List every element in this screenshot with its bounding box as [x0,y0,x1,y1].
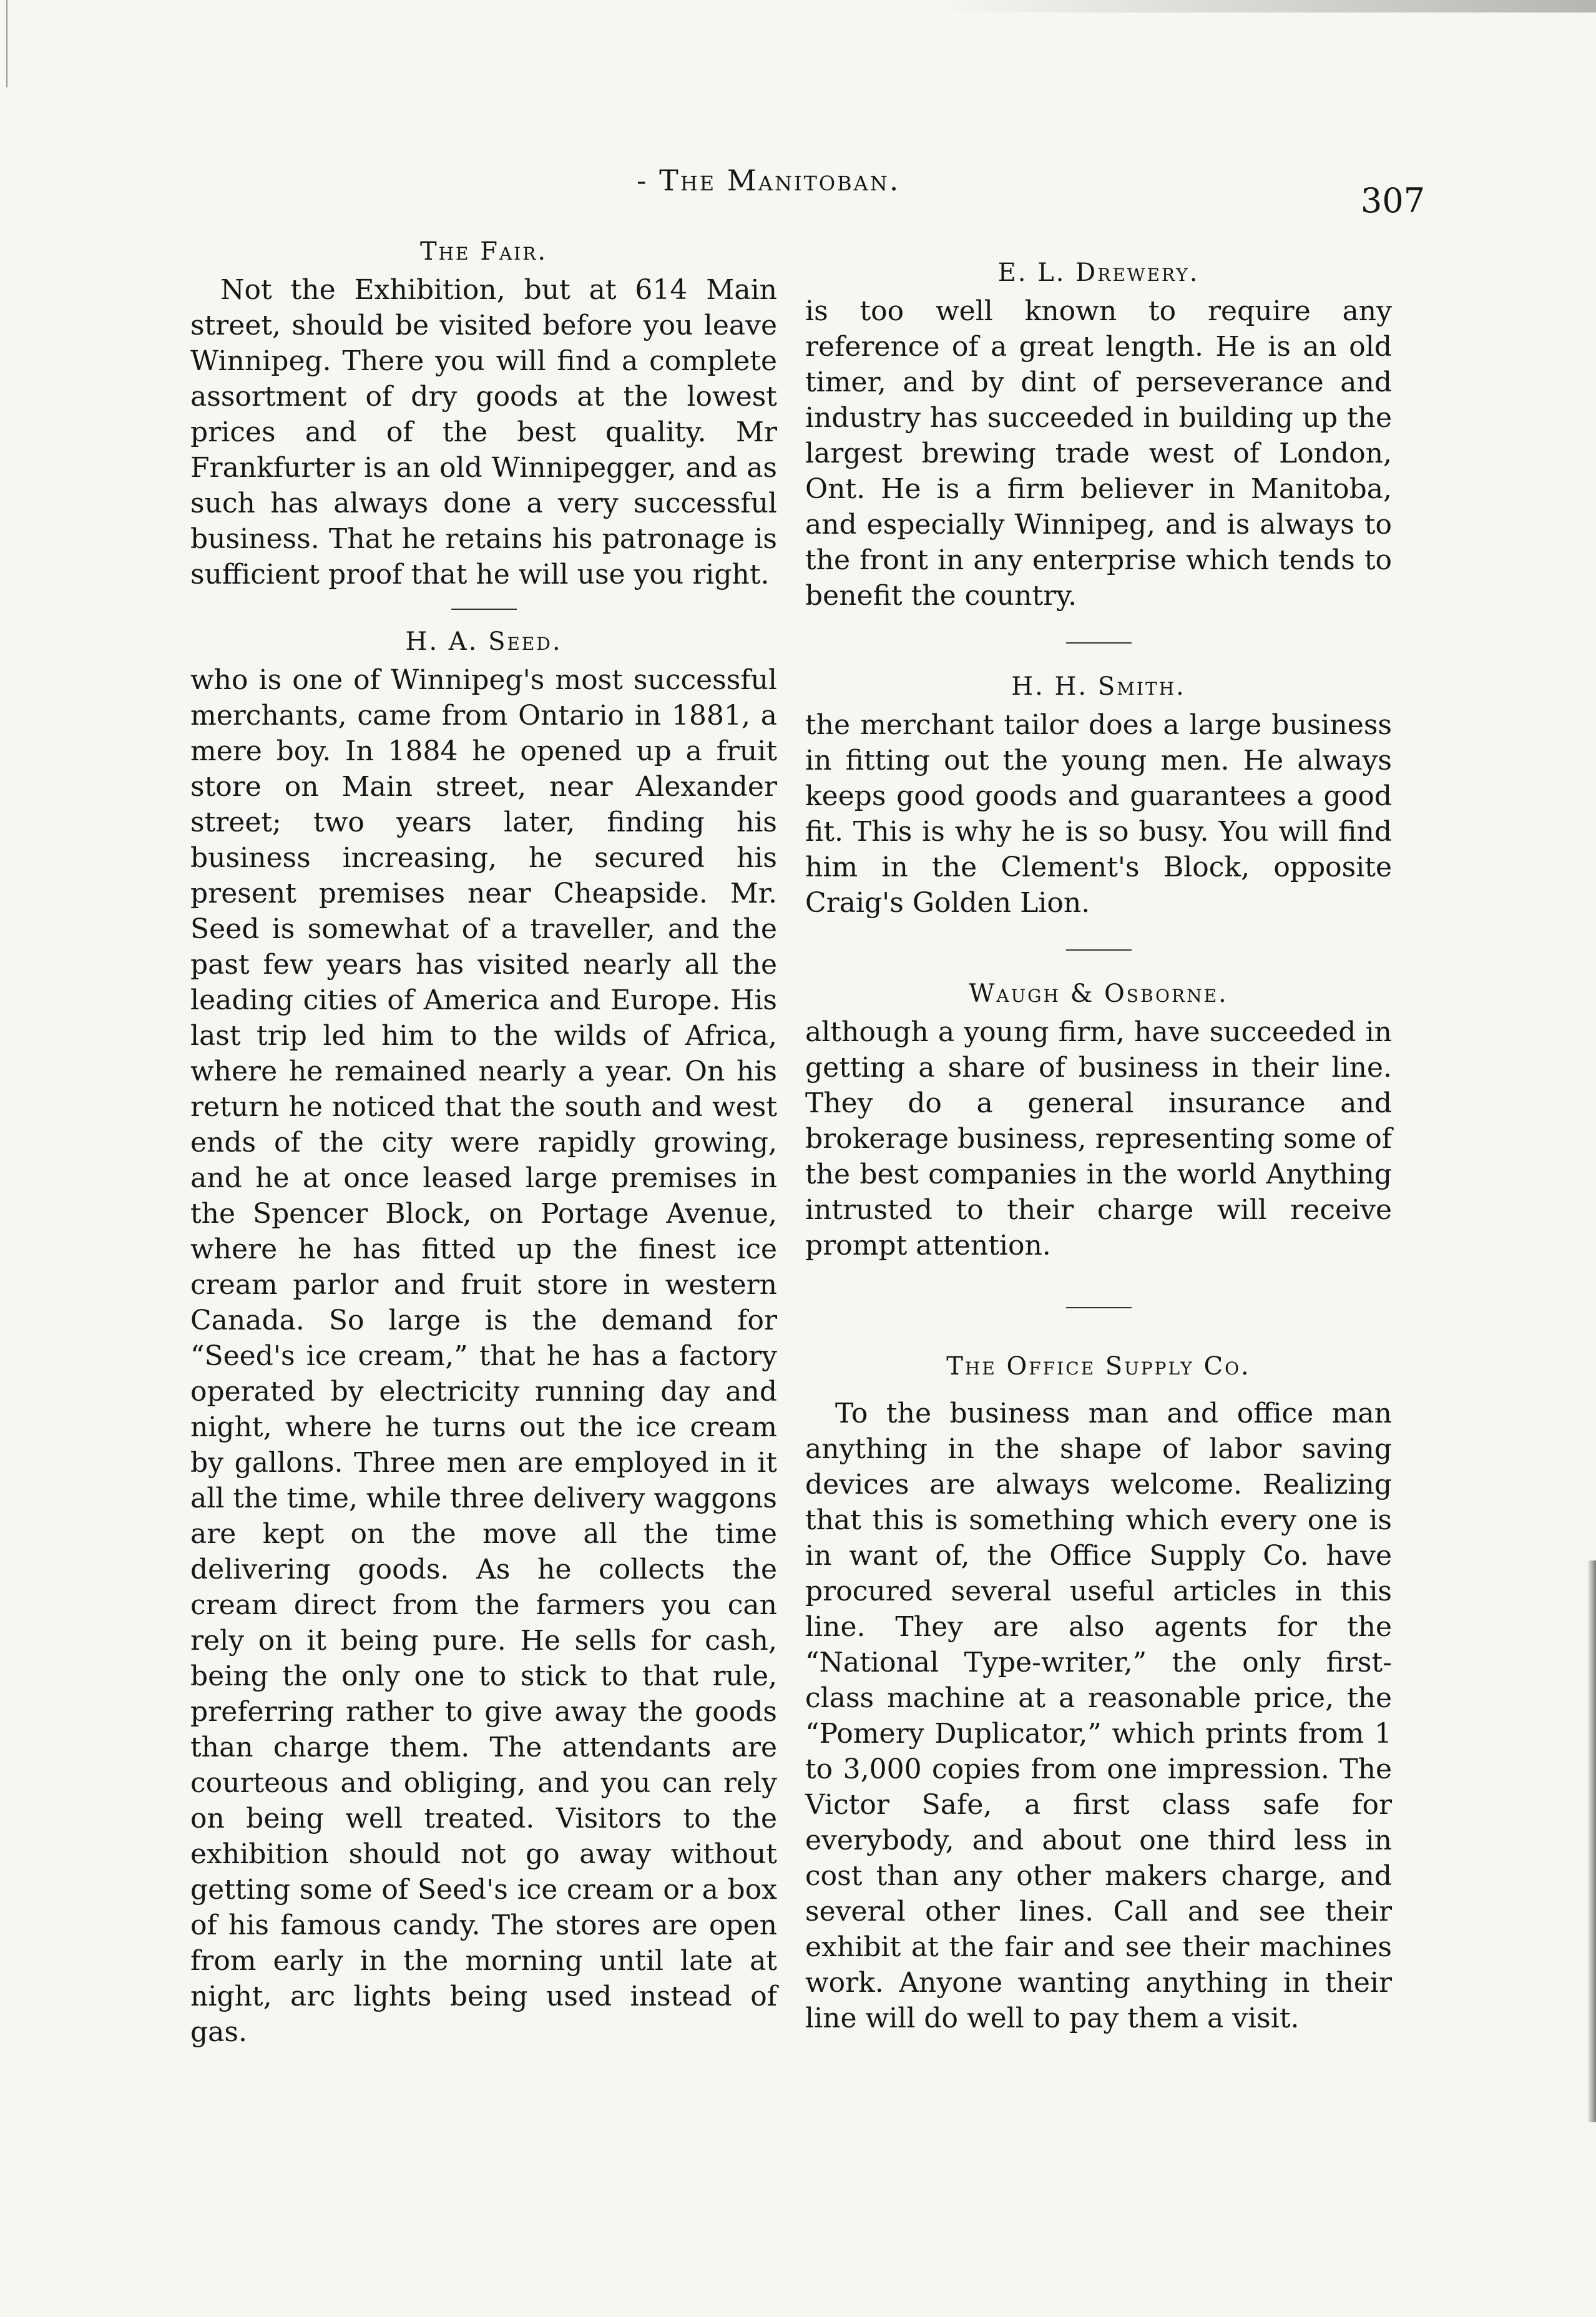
article-the-fair [190,237,777,592]
article-body: Not the Exhibition, but at 614 Main street, should be visited before you leave Winnipeg. There you will find a complete assortment of dry goods at the lowest prices and of the best quality. Mr Frankfurter is an old Winnipegger, and as such has always done a very successful business. That he retains his patronage is sufficient proof that he will use you right. [190,274,777,590]
section-divider [1066,642,1132,644]
scan-shadow-top [936,0,1596,12]
article-title: The Fair. [419,237,548,266]
right-column [805,237,1392,2036]
article-title: E. L. Drewery. [997,258,1200,287]
left-column [190,237,777,2050]
scan-shadow-right [1587,1560,1596,2122]
article-office-supply-co [805,1352,1392,2036]
article-body: who is one of Winnipeg's most successful merchants, came from Ontario in 1881, a mere boy. In 1884 he opened up a fruit store on Main street, near Alexander street; two years later, finding his business increasing, he secured his present premises near Cheapside. Mr. Seed is somewhat of a traveller, and the past few years has visited nearly all the leading cities of America and Europe. His last trip led him to the wilds of Africa, where he remained nearly a year. On his return he noticed that the south and west ends of the city were rapidly growing, and he at once leased large premises in the Spencer Block, on Portage Avenue, where he has fitted up the finest ice cream parlor and fruit store in western Canada. So large is the demand for “Seed's ice cream,” that he has a factory operated by electricity running day and night, where he turns out the ice cream by gallons. Three men are employed in it all the time, while three delivery waggons are kept on the move all the time delivering goods. As he collects the cream direct from the farmers you can rely on it being pure. He sells for cash, being the only one to stick to that rule, preferring rather to give away the goods than charge them. The attendants are courteous and obliging, and you can rely on being well treated. Visitors to the exhibition should not go away without getting some of Seed's ice cream or a box of his famous candy. The stores are open from early in the morning until late at night, arc lights being used instead of gas. [190,664,777,2048]
article-body: is too well known to require any reference of a great length. He is an old timer, and by dint of perseverance and industry has succeeded in building up the largest brewing trade west of London, Ont. He is a firm believer in Manitoba, and especially Winnipeg, and is always to the front in any enterprise which tends to benefit the country. [805,295,1392,612]
scan-edge-mark [0,0,7,87]
article-body: the merchant tailor does a large business in fitting out the young men. He always keeps good goods and guarantees a good fit. This is why he is so busy. You will find him in the Clement's Block, opposite Craig's Golden Lion. [805,709,1392,919]
article-title: Waugh & Osborne. [969,979,1228,1008]
article-body: although a young firm, have succeeded in getting a share of business in their line. They do a general insurance and brokerage business, representing some of the best companies in the world Anything intrusted to their charge will receive prompt attention. [805,1016,1392,1261]
article-title: The Office Supply Co. [946,1352,1251,1381]
section-divider [1066,1307,1132,1308]
article-e-l-drewery [805,258,1392,614]
page-number: 307 [1361,181,1426,220]
article-h-a-seed [190,627,777,2050]
article-body: To the business man and office man anything in the shape of labor saving devices are always welcome. Realizing that this is something which every one is in want of, the Office Supply Co. have procured several useful articles in this line. They are also agents for the “National Type-writer,” the only first-class machine at a reasonable price, the “Pomery Duplicator,” which prints from 1 to 3,000 copies from one impression. The Victor Safe, a first class safe for everybody, and about one third less in cost than any other makers charge, and several other lines. Call and see their exhibit at the fair and see their machines work. Anyone wanting anything in their line will do well to pay them a visit. [805,1398,1392,2034]
article-title: H. H. Smith. [1011,672,1186,701]
running-header: - The Manitoban. [637,164,901,197]
article-h-h-smith [805,672,1392,921]
section-divider [1066,949,1132,951]
section-divider [451,609,517,610]
article-title: H. A. Seed. [405,627,562,656]
article-waugh-osborne [805,979,1392,1263]
